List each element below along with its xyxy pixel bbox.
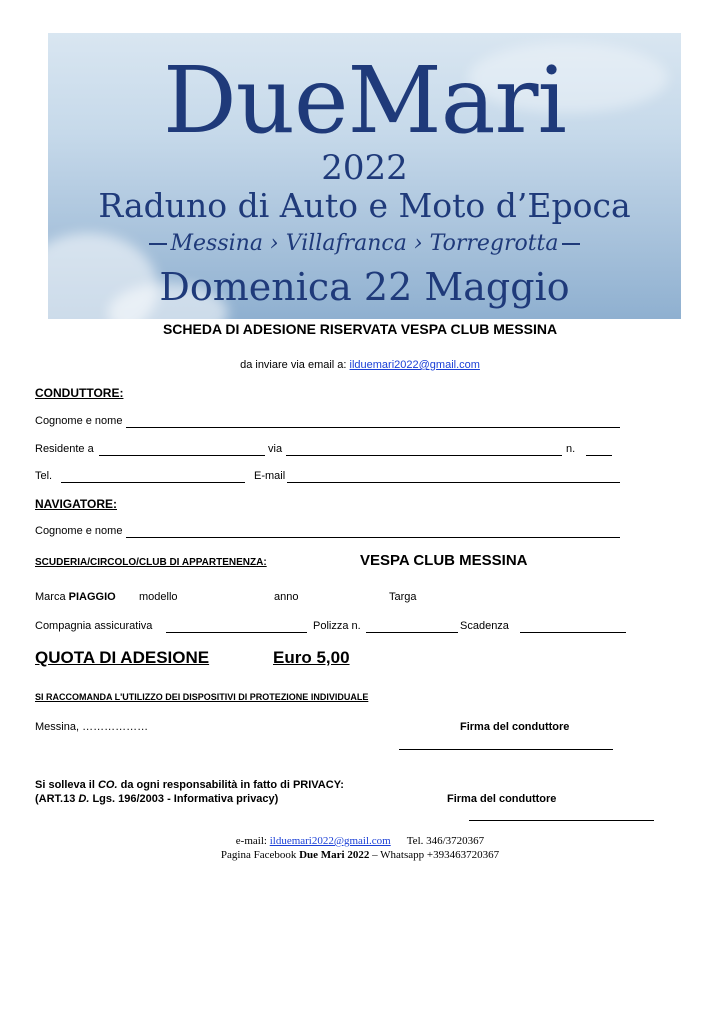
polizza-field[interactable]: [366, 620, 458, 633]
privacy-law: Lgs. 196/2003 - Informativa privacy): [89, 793, 279, 805]
navigatore-name-label: Cognome e nome: [35, 525, 123, 537]
marca-row: [35, 591, 116, 603]
scadenza-field[interactable]: [520, 620, 626, 633]
signature-label: Firma del conduttore: [460, 721, 570, 733]
send-instructions: [0, 359, 720, 371]
quota-label: QUOTA DI ADESIONE: [35, 648, 210, 667]
protection-notice: SI RACCOMANDA L'UTILIZZO DEI DISPOSITIVI DI PROTEZIONE INDIVIDUALE: [35, 692, 369, 702]
privacy-signature-label: Firma del conduttore: [447, 793, 557, 805]
banner-subtitle: Raduno di Auto e Moto d’Epoca: [98, 186, 631, 225]
quota-amount: Euro 5,00: [273, 648, 350, 667]
marca-label: Marca: [35, 591, 66, 603]
scadenza-label: Scadenza: [460, 620, 509, 632]
privacy-text-a: Si solleva il: [35, 779, 98, 791]
navigatore-heading: NAVIGATORE:: [35, 497, 118, 511]
footer-fb-name: Due Mari 2022: [299, 849, 370, 861]
form-title: SCHEDA DI ADESIONE RISERVATA VESPA CLUB MESSINA: [162, 321, 558, 337]
privacy-text-b: da ogni responsabilità in fatto di PRIVACY:: [117, 779, 344, 791]
footer-contact: [0, 835, 720, 847]
polizza-label: Polizza n.: [313, 620, 361, 632]
club-value: VESPA CLUB MESSINA: [360, 552, 528, 569]
footer-email-label: e-mail:: [235, 835, 270, 847]
event-banner: [48, 33, 681, 319]
signature-field[interactable]: [399, 737, 613, 750]
privacy-line-2: [35, 793, 278, 805]
conduttore-heading: CONDUTTORE:: [35, 386, 124, 400]
number-label: n.: [566, 443, 576, 455]
tel-field[interactable]: [61, 470, 245, 483]
banner-title: DueMari: [163, 47, 566, 154]
privacy-d: D.: [78, 793, 90, 805]
dash-right: [562, 243, 580, 245]
compagnia-label: Compagnia assicurativa: [35, 620, 153, 632]
banner-route: [48, 230, 681, 258]
targa-label: Targa: [389, 591, 417, 603]
footer-whatsapp: – Whatsapp +393463720367: [369, 849, 500, 861]
compagnia-field[interactable]: [166, 620, 307, 633]
email-label: E-mail: [254, 470, 286, 482]
conduttore-name-label: Cognome e nome: [35, 415, 123, 427]
route-text: Messina › Villafranca › Torregrotta: [170, 231, 559, 256]
footer-social: [0, 849, 720, 861]
privacy-co: CO.: [97, 779, 118, 791]
privacy-line-1: [35, 779, 344, 791]
number-field[interactable]: [586, 443, 612, 456]
tel-label: Tel.: [35, 470, 53, 482]
anno-label: anno: [274, 591, 299, 603]
modello-label: modello: [139, 591, 178, 603]
resident-label: Residente a: [35, 443, 94, 455]
resident-field[interactable]: [99, 443, 265, 456]
banner-year: 2022: [321, 148, 408, 188]
via-field[interactable]: [286, 443, 562, 456]
send-email-link[interactable]: ilduemari2022@gmail.com: [349, 359, 480, 371]
conduttore-name-field[interactable]: [126, 415, 620, 428]
marca-value: PIAGGIO: [68, 591, 116, 603]
banner-date: Domenica 22 Maggio: [159, 265, 570, 309]
signature-place: Messina, ………………: [35, 721, 149, 733]
footer-tel: Tel. 346/3720367: [406, 835, 485, 847]
privacy-signature-field[interactable]: [469, 808, 654, 821]
footer-email-link[interactable]: ilduemari2022@gmail.com: [269, 835, 391, 847]
privacy-art: (ART.13: [35, 793, 79, 805]
footer-fb-label: Pagina Facebook: [220, 849, 300, 861]
dash-left: [149, 243, 167, 245]
via-label: via: [268, 443, 283, 455]
email-field[interactable]: [287, 470, 620, 483]
send-label: da inviare via email a:: [240, 359, 350, 371]
navigatore-name-field[interactable]: [126, 525, 620, 538]
club-label: SCUDERIA/CIRCOLO/CLUB DI APPARTENENZA:: [35, 557, 267, 568]
